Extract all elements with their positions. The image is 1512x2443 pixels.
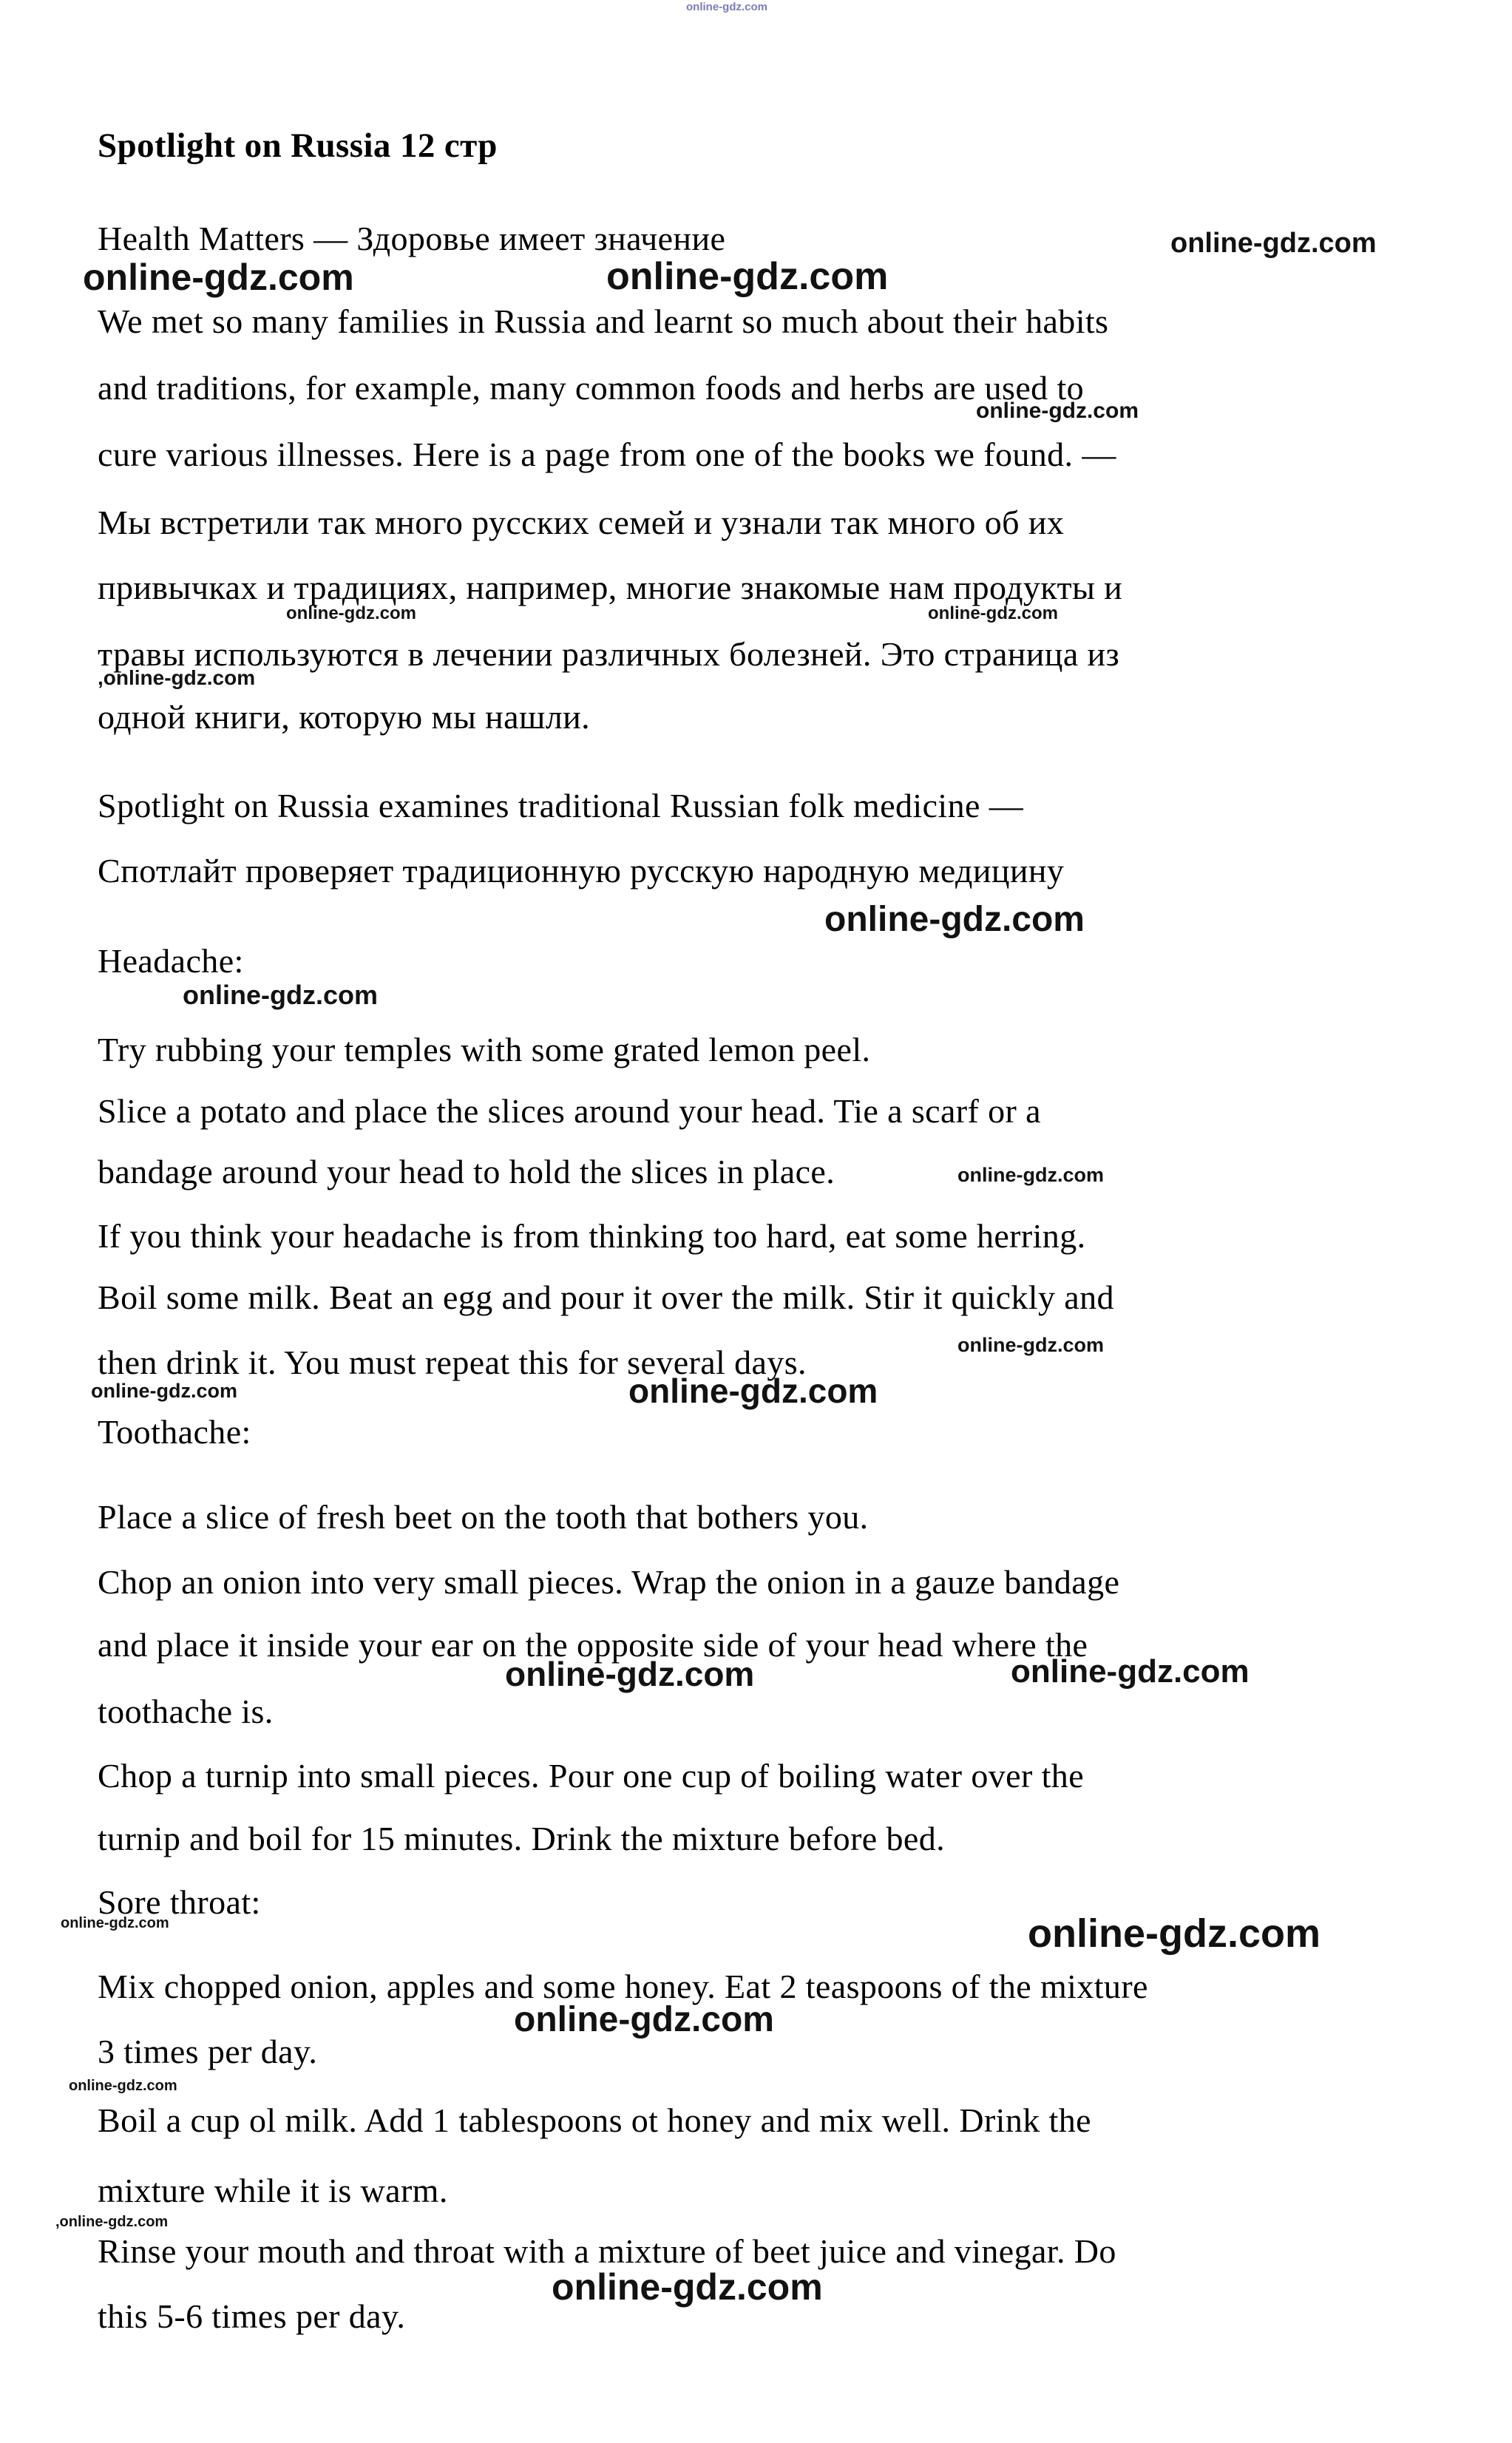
- watermark-top-badge: online-gdz.com: [686, 1, 767, 13]
- body-line: одной книги, которую мы нашли.: [98, 698, 591, 736]
- watermark: online-gdz.com: [976, 399, 1139, 423]
- body-line: Mix chopped onion, apples and some honey. Eat 2 teaspoons of the mixture: [98, 1968, 1148, 2005]
- watermark: online-gdz.com: [183, 980, 378, 1010]
- body-line: Boil a cup ol milk. Add 1 tablespoons ot honey and mix well. Drink the: [98, 2101, 1091, 2139]
- body-line: toothache is.: [98, 1693, 274, 1730]
- body-line: Try rubbing your temples with some grated lemon peel.: [98, 1031, 871, 1068]
- watermark: online-gdz.com: [91, 1380, 237, 1402]
- body-line: bandage around your head to hold the slices in place.: [98, 1153, 835, 1190]
- watermark: online-gdz.com: [824, 900, 1085, 939]
- watermark: online-gdz.com: [928, 603, 1058, 623]
- watermark: online-gdz.com: [1170, 228, 1377, 259]
- body-line: 3 times per day.: [98, 2033, 318, 2070]
- watermark: online-gdz.com: [83, 257, 354, 298]
- watermark: online-gdz.com: [552, 2266, 823, 2308]
- watermark: online-gdz.com: [628, 1372, 878, 1410]
- body-line: and place it inside your ear on the opposite side of your head where the: [98, 1626, 1088, 1664]
- watermark: online-gdz.com: [61, 1915, 169, 1931]
- body-line: Slice a potato and place the slices around your head. Tie a scarf or a: [98, 1092, 1041, 1130]
- body-line: Headache:: [98, 942, 244, 980]
- body-line: and traditions, for example, many common foods and herbs are used to: [98, 369, 1085, 407]
- body-line: mixture while it is warm.: [98, 2172, 448, 2209]
- body-line: травы используются в лечении различных болезней. Это страница из: [98, 635, 1120, 673]
- body-line: Health Matters — Здоровье имеет значение: [98, 220, 726, 257]
- body-line: Sore throat:: [98, 1883, 261, 1921]
- body-line: привычках и традициях, например, многие знакомые нам продукты и: [98, 569, 1123, 606]
- body-line: Мы встретили так много русских семей и узнали так много об их: [98, 504, 1065, 541]
- watermark: online-gdz.com: [1011, 1653, 1250, 1690]
- body-line: Boil some milk. Beat an egg and pour it over the milk. Stir it quickly and: [98, 1278, 1114, 1316]
- body-line: We met so many families in Russia and learnt so much about their habits: [98, 302, 1109, 340]
- watermark: online-gdz.com: [957, 1164, 1104, 1186]
- body-line: Spotlight on Russia examines traditional Russian folk medicine —: [98, 787, 1024, 824]
- body-line: Спотлайт проверяет традиционную русскую народную медицину: [98, 852, 1065, 890]
- watermark: online-gdz.com: [505, 1655, 755, 1693]
- body-line: Place a slice of fresh beet on the tooth that bothers you.: [98, 1498, 869, 1536]
- watermark: online-gdz.com: [606, 255, 889, 298]
- watermark: online-gdz.com: [957, 1334, 1104, 1356]
- page-title: Spotlight on Russia 12 стр: [98, 126, 498, 165]
- body-line: turnip and boil for 15 minutes. Drink the mixture before bed.: [98, 1820, 946, 1857]
- body-line: Chop an onion into very small pieces. Wrap the onion in a gauze bandage: [98, 1563, 1120, 1601]
- watermark: ,online-gdz.com: [98, 666, 256, 689]
- watermark: ,online-gdz.com: [55, 2214, 169, 2230]
- body-line: this 5-6 times per day.: [98, 2297, 406, 2335]
- watermark: online-gdz.com: [286, 603, 416, 623]
- watermark: online-gdz.com: [514, 2000, 774, 2039]
- body-line: cure various illnesses. Here is a page from one of the books we found. —: [98, 436, 1116, 473]
- body-line: Rinse your mouth and throat with a mixture of beet juice and vinegar. Do: [98, 2232, 1116, 2270]
- body-line: then drink it. You must repeat this for several days.: [98, 1344, 807, 1381]
- body-line: Chop a turnip into small pieces. Pour one cup of boiling water over the: [98, 1757, 1085, 1795]
- watermark: online-gdz.com: [1028, 1911, 1321, 1956]
- body-line: If you think your headache is from thinking too hard, eat some herring.: [98, 1217, 1086, 1255]
- body-line: Toothache:: [98, 1413, 251, 1451]
- watermark: online-gdz.com: [69, 2078, 177, 2094]
